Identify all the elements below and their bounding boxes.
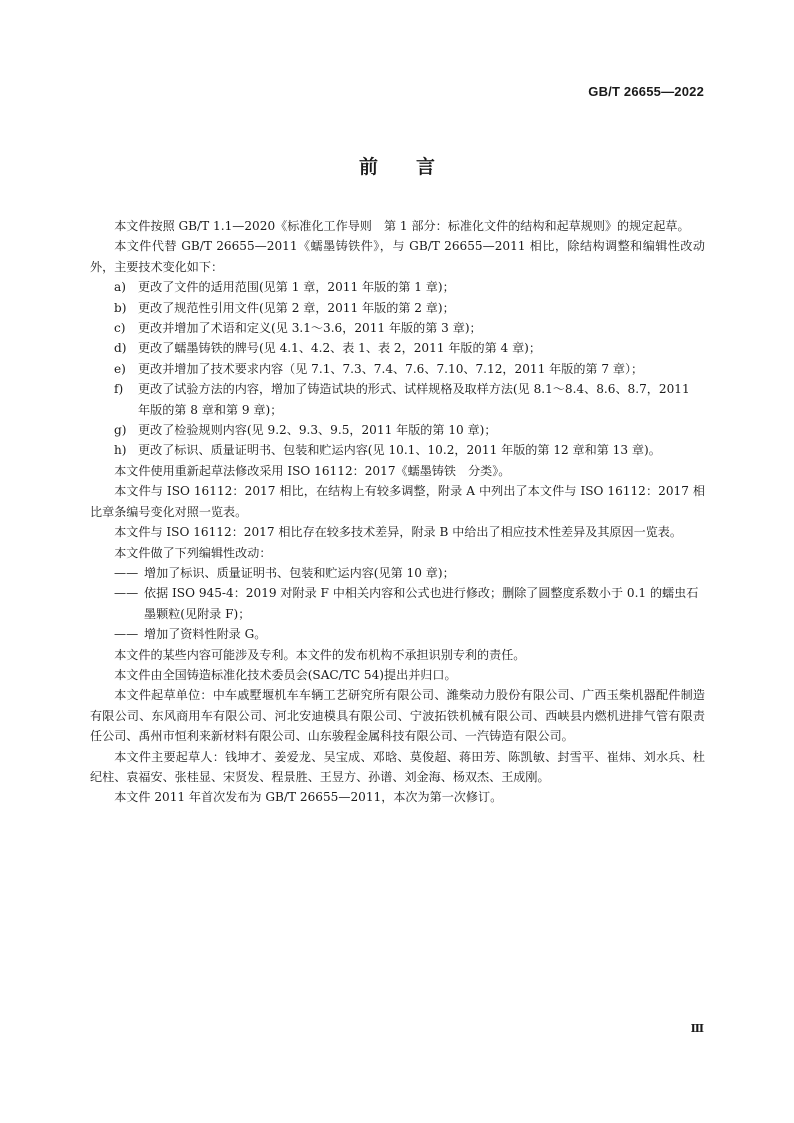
standard-number: GB/T 26655—2022 [588,84,704,99]
change-label: c) [114,321,126,336]
edit-item [90,583,705,624]
paragraph-drafting-rules: 本文件按照 GB/T 1.1—2020《标准化工作导则 第 1 部分：标准化文件的结构和起草规则》的规定起草。 [114,219,690,233]
paragraph-committee: 本文件由全国铸造标准化技术委员会(SAC/TC 54)提出并归口。 [114,667,457,682]
change-item [90,298,705,318]
change-text: 更改并增加了术语和定义(见 3.1～3.6，2011 年版的第 3 章)； [138,321,482,336]
paragraph-replacement: 本文件代替 GB/T 26655—2011《蠕墨铸铁件》，与 GB/T 26655—2011 相比，除结构调整和编辑性改动外，主要技术变化如下： [90,239,705,274]
paragraph-history: 本文件 2011 年首次发布为 GB/T 26655—2011，本次为第一次修订。 [114,790,503,805]
paragraph-adoption: 本文件使用重新起草法修改采用 ISO 16112：2017《蠕墨铸铁 分类》。 [114,463,511,478]
dash-mark: —— [114,627,139,642]
change-item [90,379,705,420]
edit-item [90,563,705,583]
page-number: Ⅲ [690,1022,704,1035]
change-text: 更改了蠕墨铸铁的牌号(见 4.1、4.2、表 1、表 2，2011 年版的第 4 章)； [138,341,541,356]
change-item [90,420,705,440]
edit-item [90,624,705,644]
change-text: 更改了标识、质量证明书、包装和贮运内容(见 10.1、10.2，2011 年版的第 12 章和第 13 章)。 [138,443,661,458]
change-item [90,359,705,379]
change-label: d) [114,341,127,356]
change-item [90,277,705,297]
change-text: 更改了试验方法的内容，增加了铸造试块的形式、试样规格及取样方法(见 8.1～8.4、8.6、8.7，2011 年版的第 8 章和第 9 章)； [138,382,690,417]
change-label: h) [114,443,127,458]
change-label: f) [114,382,124,397]
paragraph-technical-diff: 本文件与 ISO 16112：2017 相比存在较多技术差异，附录 B 中给出了相应技术性差异及其原因一览表。 [114,525,682,540]
change-text: 更改了文件的适用范围(见第 1 章，2011 年版的第 1 章)； [138,280,455,295]
edit-text: 增加了标识、质量证明书、包装和贮运内容(见第 10 章)； [144,565,455,580]
dash-mark: —— [114,586,139,601]
change-label: e) [114,361,126,376]
edit-text: 增加了资料性附录 G。 [144,627,267,642]
dash-mark: —— [114,565,139,580]
paragraph-structure-diff: 本文件与 ISO 16112：2017 相比，在结构上有较多调整，附录 A 中列出了本文件与 ISO 16112：2017 相比章条编号变化对照一览表。 [90,484,705,519]
foreword-body [90,216,705,808]
change-label: b) [114,300,127,315]
change-item [90,338,705,358]
change-item [90,318,705,338]
change-text: 更改并增加了技术要求内容（见 7.1、7.3、7.4、7.6、7.10、7.12，2011 年版的第 7 章）； [138,361,644,376]
page-title: 前 言 [358,156,435,178]
change-text: 更改了检验规则内容(见 9.2、9.3、9.5，2011 年版的第 10 章)； [138,423,497,438]
edit-text: 依据 ISO 945-4：2019 对附录 F 中相关内容和公式也进行修改；删除了圆整度系数小于 0.1 的蠕虫石墨颗粒(见附录 F)； [144,586,699,621]
paragraph-drafters: 本文件主要起草人：钱坤才、姜爱龙、吴宝成、邓晗、莫俊超、蒋田芳、陈凯敏、封雪平、崔炜、刘水兵、杜纪柱、袁福安、张桂显、宋贤发、程景胜、王昱方、孙谱、刘金海、杨双杰、王成刚。 [90,749,705,784]
paragraph-editorial-intro: 本文件做了下列编辑性改动： [114,545,272,560]
change-item [90,440,705,460]
paragraph-drafting-units: 本文件起草单位：中车戚墅堰机车车辆工艺研究所有限公司、潍柴动力股份有限公司、广西玉柴机器配件制造有限公司、东风商用车有限公司、河北安迪模具有限公司、宁波拓铁机械有限公司、西峡县内燃机进排气管有限责任公司、禹州市恒利来新材料有限公司、山东骏程金属科技有限公司、一汽铸造有限公司。 [90,688,705,744]
paragraph-patent: 本文件的某些内容可能涉及专利。本文件的发布机构不承担识别专利的责任。 [114,647,526,662]
change-label: g) [114,423,127,438]
change-text: 更改了规范性引用文件(见第 2 章，2011 年版的第 2 章)； [138,300,455,315]
change-label: a) [114,280,126,295]
